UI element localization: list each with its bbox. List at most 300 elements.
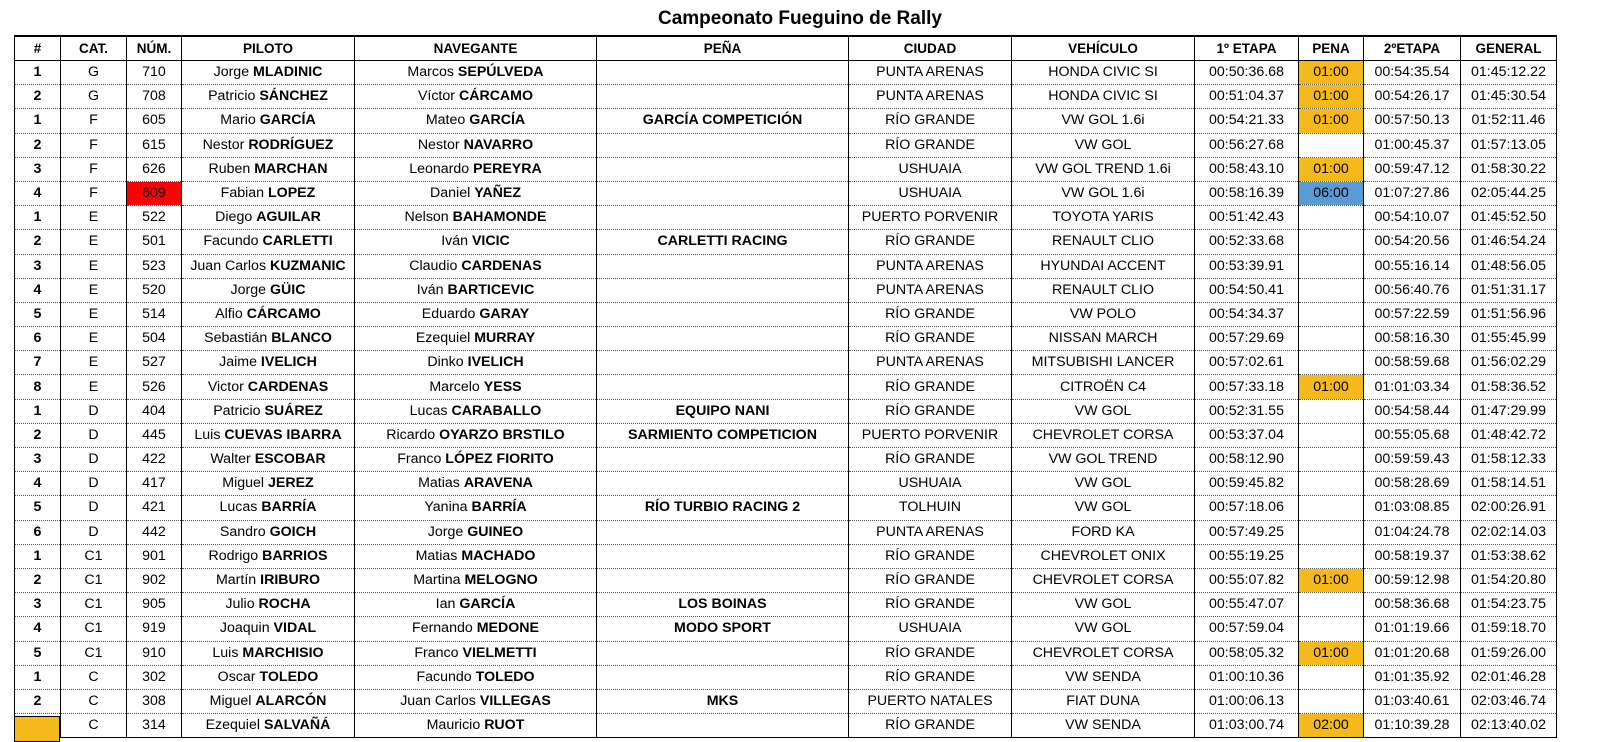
team-cell [597,302,849,326]
pilot-cell [182,423,355,447]
pilot-cell-last: RODRÍGUEZ [248,136,334,153]
position-cell: 6 [15,327,61,351]
navigator-cell-first: Martina [413,572,461,589]
vehicle-cell: VW GOL TREND 1.6i [1012,157,1195,181]
city-cell: RÍO GRANDE [849,109,1012,133]
navigator-cell-last: VILLEGAS [479,692,551,709]
navigator-cell-first: Nestor [417,136,460,153]
navigator-cell-last: BARRÍA [471,499,527,516]
pilot-cell-first: Ruben [208,160,251,177]
pilot-cell-first: Joaquin [219,620,270,637]
pilot-cell [182,327,355,351]
penalty-cell: 02:00 [1299,714,1364,738]
navigator-cell [355,714,597,738]
team-cell [597,544,849,568]
category-cell: F [61,181,127,205]
city-cell: RÍO GRANDE [849,327,1012,351]
pilot-cell-last: GARCÍA [259,112,316,129]
team-cell [597,61,849,85]
number-cell: 901 [127,544,182,568]
table-row [15,714,1557,738]
number-cell: 526 [127,375,182,399]
category-cell: D [61,423,127,447]
navigator-cell [355,641,597,665]
pilot-cell-first: Victor [207,378,244,395]
navigator-cell-first: Facundo [416,668,472,685]
navigator-cell [355,133,597,157]
pilot-cell [182,181,355,205]
penalty-cell: 01:00 [1299,568,1364,592]
penalty-cell: 06:00 [1299,181,1364,205]
vehicle-cell: VW GOL [1012,617,1195,641]
stage1-cell: 00:57:49.25 [1195,520,1299,544]
stage2-cell: 00:54:35.54 [1364,61,1461,85]
stage1-cell: 01:03:00.74 [1195,714,1299,738]
pilot-cell [182,472,355,496]
stage2-cell: 01:01:35.92 [1364,665,1461,689]
city-cell: PUNTA ARENAS [849,254,1012,278]
col-total-header: GENERAL [1461,36,1557,61]
pilot-cell-last: SALVAÑÁ [263,717,331,734]
vehicle-cell: FIAT DUNA [1012,689,1195,713]
navigator-cell-first: Ian [435,596,456,613]
total-cell: 01:46:54.24 [1461,230,1557,254]
position-cell: 1 [15,665,61,689]
navigator-cell-first: Víctor [417,88,455,105]
navigator-cell-first: Mauricio [426,717,481,734]
navigator-cell [355,85,597,109]
position-cell: 3 [15,254,61,278]
navigator-cell-first: Marcelo [429,378,480,395]
vehicle-cell: HONDA CIVIC SI [1012,61,1195,85]
category-cell: C1 [61,593,127,617]
stage1-cell: 00:58:05.32 [1195,641,1299,665]
stage1-cell: 00:54:21.33 [1195,109,1299,133]
position-cell: 1 [15,206,61,230]
vehicle-cell: RENAULT CLIO [1012,278,1195,302]
navigator-cell [355,230,597,254]
table-row [15,85,1557,109]
pilot-cell-first: Rodrigo [208,547,259,564]
city-cell: RÍO GRANDE [849,593,1012,617]
navigator-cell [355,375,597,399]
table-row [15,327,1557,351]
penalty-cell [1299,399,1364,423]
stage1-cell: 00:55:07.82 [1195,568,1299,592]
stage1-cell: 00:59:45.82 [1195,472,1299,496]
table-row [15,689,1557,713]
vehicle-cell: VW GOL [1012,133,1195,157]
total-cell: 01:45:12.22 [1461,61,1557,85]
col-pilot-header: PILOTO [182,36,355,61]
team-cell [597,85,849,109]
team-cell [597,351,849,375]
vehicle-cell: VW GOL 1.6i [1012,109,1195,133]
pilot-cell-first: Mario [220,112,256,129]
city-cell: PUERTO PORVENIR [849,423,1012,447]
table-row [15,544,1557,568]
navigator-cell-last: RUOT [484,717,525,734]
navigator-cell-first: Leonardo [409,160,470,177]
number-cell: 626 [127,157,182,181]
pilot-cell-last: MLADINIC [253,64,323,81]
col-stage2-header: 2ºETAPA [1364,36,1461,61]
total-cell: 01:59:26.00 [1461,641,1557,665]
position-cell: 2 [15,133,61,157]
vehicle-cell: VW SENDA [1012,714,1195,738]
navigator-cell-last: MURRAY [474,330,536,347]
col-team-header: PEÑA [597,36,849,61]
navigator-cell-first: Fernando [412,620,473,637]
city-cell: PUERTO PORVENIR [849,206,1012,230]
city-cell: RÍO GRANDE [849,544,1012,568]
total-cell: 02:01:46.28 [1461,665,1557,689]
penalty-cell [1299,278,1364,302]
col-navigator-header: NAVEGANTE [355,36,597,61]
team-cell: CARLETTI RACING [597,230,849,254]
table-row [15,617,1557,641]
pilot-cell-last: CARDENAS [247,378,329,395]
vehicle-cell: VW POLO [1012,302,1195,326]
table-row [15,665,1557,689]
city-cell: PUNTA ARENAS [849,278,1012,302]
city-cell: USHUAIA [849,617,1012,641]
total-cell: 01:51:56.96 [1461,302,1557,326]
navigator-cell-first: Daniel [430,185,471,202]
navigator-cell-first: Claudio [409,257,458,274]
table-row [15,181,1557,205]
vehicle-cell: VW GOL [1012,496,1195,520]
navigator-cell-last: SEPÚLVEDA [457,64,544,81]
navigator-cell [355,689,597,713]
stage2-cell: 00:55:05.68 [1364,423,1461,447]
penalty-cell [1299,496,1364,520]
table-body [15,61,1557,738]
table-row [15,278,1557,302]
table-row [15,641,1557,665]
total-cell: 02:00:26.91 [1461,496,1557,520]
pilot-cell-last: KUZMANIC [270,257,346,274]
pilot-cell-last: IRIBURO [260,572,321,589]
city-cell: RÍO GRANDE [849,641,1012,665]
stage2-cell: 00:57:50.13 [1364,109,1461,133]
position-cell: 1 [15,399,61,423]
pilot-cell-first: Patricio [213,402,261,419]
penalty-cell [1299,665,1364,689]
number-cell: 404 [127,399,182,423]
stage2-cell: 00:58:28.69 [1364,472,1461,496]
pilot-cell [182,85,355,109]
navigator-cell-first: Nelson [404,209,449,226]
total-cell: 02:13:40.02 [1461,714,1557,738]
stage2-cell: 01:07:27.86 [1364,181,1461,205]
penalty-legend-swatch [14,716,60,742]
navigator-cell-first: Matias [415,547,458,564]
pilot-cell [182,496,355,520]
pilot-cell [182,641,355,665]
pilot-cell-first: Diego [215,209,253,226]
team-cell [597,157,849,181]
category-cell: F [61,133,127,157]
pilot-cell [182,617,355,641]
category-cell: E [61,254,127,278]
total-cell: 02:05:44.25 [1461,181,1557,205]
navigator-cell-last: GARAY [479,305,530,322]
vehicle-cell: FORD KA [1012,520,1195,544]
pilot-cell-first: Sandro [219,523,266,540]
pilot-cell-last: MARCHISIO [242,644,324,661]
position-cell: 4 [15,617,61,641]
table-row [15,351,1557,375]
pilot-cell [182,568,355,592]
stage2-cell: 01:00:45.37 [1364,133,1461,157]
navigator-cell-last: GARCÍA [459,596,516,613]
navigator-cell-last: BAHAMONDE [452,209,547,226]
table-row [15,157,1557,181]
number-cell: 527 [127,351,182,375]
pilot-cell [182,230,355,254]
pilot-cell [182,206,355,230]
total-cell: 01:52:11.46 [1461,109,1557,133]
pilot-cell-first: Sebastián [204,330,268,347]
navigator-cell [355,617,597,641]
pilot-cell-last: GÜIC [269,281,306,298]
city-cell: USHUAIA [849,181,1012,205]
stage1-cell: 00:54:50.41 [1195,278,1299,302]
vehicle-cell: VW GOL TREND [1012,448,1195,472]
stage2-cell: 00:54:26.17 [1364,85,1461,109]
category-cell: C1 [61,641,127,665]
navigator-cell [355,109,597,133]
navigator-cell-first: Marcos [407,64,454,81]
category-cell: C [61,689,127,713]
pilot-cell-first: Julio [225,596,255,613]
col-number-header: NÚM. [127,36,182,61]
pilot-cell-first: Luis [194,426,221,443]
table-row [15,496,1557,520]
pilot-cell [182,520,355,544]
pilot-cell [182,689,355,713]
pilot-cell-last: CARLETTI [262,233,333,250]
navigator-cell-last: ARAVENA [463,475,533,492]
navigator-cell [355,496,597,520]
col-vehicle-header: VEHÍCULO [1012,36,1195,61]
number-cell: 919 [127,617,182,641]
navigator-cell-last: MACHADO [461,547,536,564]
city-cell: TOLHUIN [849,496,1012,520]
total-cell: 01:58:14.51 [1461,472,1557,496]
team-cell [597,181,849,205]
navigator-cell-last: CARDENAS [461,257,542,274]
penalty-cell [1299,133,1364,157]
team-cell [597,254,849,278]
stage2-cell: 01:03:40.61 [1364,689,1461,713]
navigator-cell [355,568,597,592]
total-cell: 01:45:30.54 [1461,85,1557,109]
navigator-cell-first: Franco [397,451,442,468]
pilot-cell-first: Fabian [220,185,265,202]
col-category-header: CAT. [61,36,127,61]
stage2-cell: 00:59:12.98 [1364,568,1461,592]
stage1-cell: 01:00:06.13 [1195,689,1299,713]
category-cell: G [61,61,127,85]
stage1-cell: 00:53:37.04 [1195,423,1299,447]
navigator-cell [355,157,597,181]
table-row [15,230,1557,254]
navigator-cell-first: Jorge [427,523,464,540]
page-title: Campeonato Fueguino de Rally [658,8,942,29]
pilot-cell-last: GOICH [269,523,317,540]
navigator-cell [355,520,597,544]
stage1-cell: 00:50:36.68 [1195,61,1299,85]
total-cell: 01:59:18.70 [1461,617,1557,641]
navigator-cell-last: BARTICEVIC [447,281,535,298]
navigator-cell-first: Lucas [409,402,448,419]
table-row [15,448,1557,472]
pilot-cell-last: IVELICH [260,354,317,371]
pilot-cell-first: Jorge [213,64,250,81]
number-cell: 514 [127,302,182,326]
stage2-cell: 01:01:03.34 [1364,375,1461,399]
team-cell [597,327,849,351]
table-row [15,302,1557,326]
stage1-cell: 00:55:19.25 [1195,544,1299,568]
navigator-cell [355,544,597,568]
category-cell: C [61,714,127,738]
table-row [15,472,1557,496]
total-cell: 01:57:13.05 [1461,133,1557,157]
stage2-cell: 00:58:36.68 [1364,593,1461,617]
total-cell: 02:02:14.03 [1461,520,1557,544]
city-cell: RÍO GRANDE [849,133,1012,157]
stage1-cell: 00:52:31.55 [1195,399,1299,423]
navigator-cell [355,665,597,689]
number-cell: 522 [127,206,182,230]
position-cell: 8 [15,375,61,399]
pilot-cell [182,278,355,302]
category-cell: G [61,85,127,109]
category-cell: E [61,327,127,351]
category-cell: C [61,665,127,689]
team-cell [597,641,849,665]
category-cell: D [61,496,127,520]
pilot-cell-last: CÁRCAMO [246,305,321,322]
pilot-cell [182,399,355,423]
penalty-cell [1299,472,1364,496]
number-cell: 523 [127,254,182,278]
number-cell: 902 [127,568,182,592]
position-cell: 5 [15,641,61,665]
vehicle-cell: HONDA CIVIC SI [1012,85,1195,109]
pilot-cell [182,544,355,568]
navigator-cell-last: YAÑEZ [474,185,521,202]
city-cell: RÍO GRANDE [849,714,1012,738]
pilot-cell-first: Alfio [215,305,243,322]
team-cell: SARMIENTO COMPETICION [597,423,849,447]
navigator-cell-last: VIELMETTI [462,644,537,661]
stage2-cell: 01:10:39.28 [1364,714,1461,738]
pilot-cell-first: Juan Carlos [190,257,267,274]
number-cell: 442 [127,520,182,544]
table-row [15,520,1557,544]
category-cell: E [61,375,127,399]
position-cell: 2 [15,568,61,592]
pilot-cell [182,593,355,617]
pilot-cell-first: Jorge [230,281,267,298]
city-cell: RÍO GRANDE [849,399,1012,423]
category-cell: F [61,157,127,181]
total-cell: 01:53:38.62 [1461,544,1557,568]
pilot-cell [182,109,355,133]
table-row [15,423,1557,447]
pilot-cell-last: BARRIOS [262,547,328,564]
number-cell: 421 [127,496,182,520]
stage2-cell: 00:58:19.37 [1364,544,1461,568]
city-cell: RÍO GRANDE [849,302,1012,326]
navigator-cell-first: Mateo [425,112,466,129]
navigator-cell [355,448,597,472]
pilot-cell-last: BLANCO [271,330,332,347]
total-cell: 01:48:56.05 [1461,254,1557,278]
total-cell: 01:51:31.17 [1461,278,1557,302]
navigator-cell [355,181,597,205]
col-position-header: # [15,36,61,61]
position-cell: 3 [15,593,61,617]
city-cell: USHUAIA [849,157,1012,181]
stage1-cell: 00:58:12.90 [1195,448,1299,472]
pilot-cell-first: Lucas [219,499,258,516]
navigator-cell [355,302,597,326]
city-cell: RÍO GRANDE [849,230,1012,254]
penalty-cell [1299,302,1364,326]
table-row [15,375,1557,399]
number-cell: 445 [127,423,182,447]
position-cell: 4 [15,472,61,496]
total-cell: 01:47:29.99 [1461,399,1557,423]
position-cell: 2 [15,423,61,447]
table-row [15,206,1557,230]
number-cell: 520 [127,278,182,302]
navigator-cell-first: Matias [418,475,460,492]
penalty-cell [1299,327,1364,351]
navigator-cell-first: Ricardo [386,426,436,443]
pilot-cell-last: MARCHAN [254,160,328,177]
stage2-cell: 01:03:08.85 [1364,496,1461,520]
category-cell: C1 [61,544,127,568]
pilot-cell-first: Miguel [209,692,252,709]
team-cell: MODO SPORT [597,617,849,641]
navigator-cell-last: OYARZO BRSTILO [439,426,565,443]
navigator-cell-last: MEDONE [476,620,539,637]
stage2-cell: 00:58:59.68 [1364,351,1461,375]
navigator-cell-last: CÁRCAMO [458,88,534,105]
pilot-cell-last: BARRÍA [261,499,317,516]
col-city-header: CIUDAD [849,36,1012,61]
number-cell: 905 [127,593,182,617]
navigator-cell [355,423,597,447]
position-cell: 3 [15,448,61,472]
stage2-cell: 01:01:19.66 [1364,617,1461,641]
vehicle-cell: VW GOL [1012,399,1195,423]
team-cell [597,278,849,302]
total-cell: 01:54:20.80 [1461,568,1557,592]
position-cell: 3 [15,157,61,181]
vehicle-cell: VW GOL [1012,593,1195,617]
category-cell: C1 [61,568,127,592]
stage2-cell: 00:54:58.44 [1364,399,1461,423]
category-cell: D [61,448,127,472]
pilot-cell-last: ESCOBAR [254,451,326,468]
